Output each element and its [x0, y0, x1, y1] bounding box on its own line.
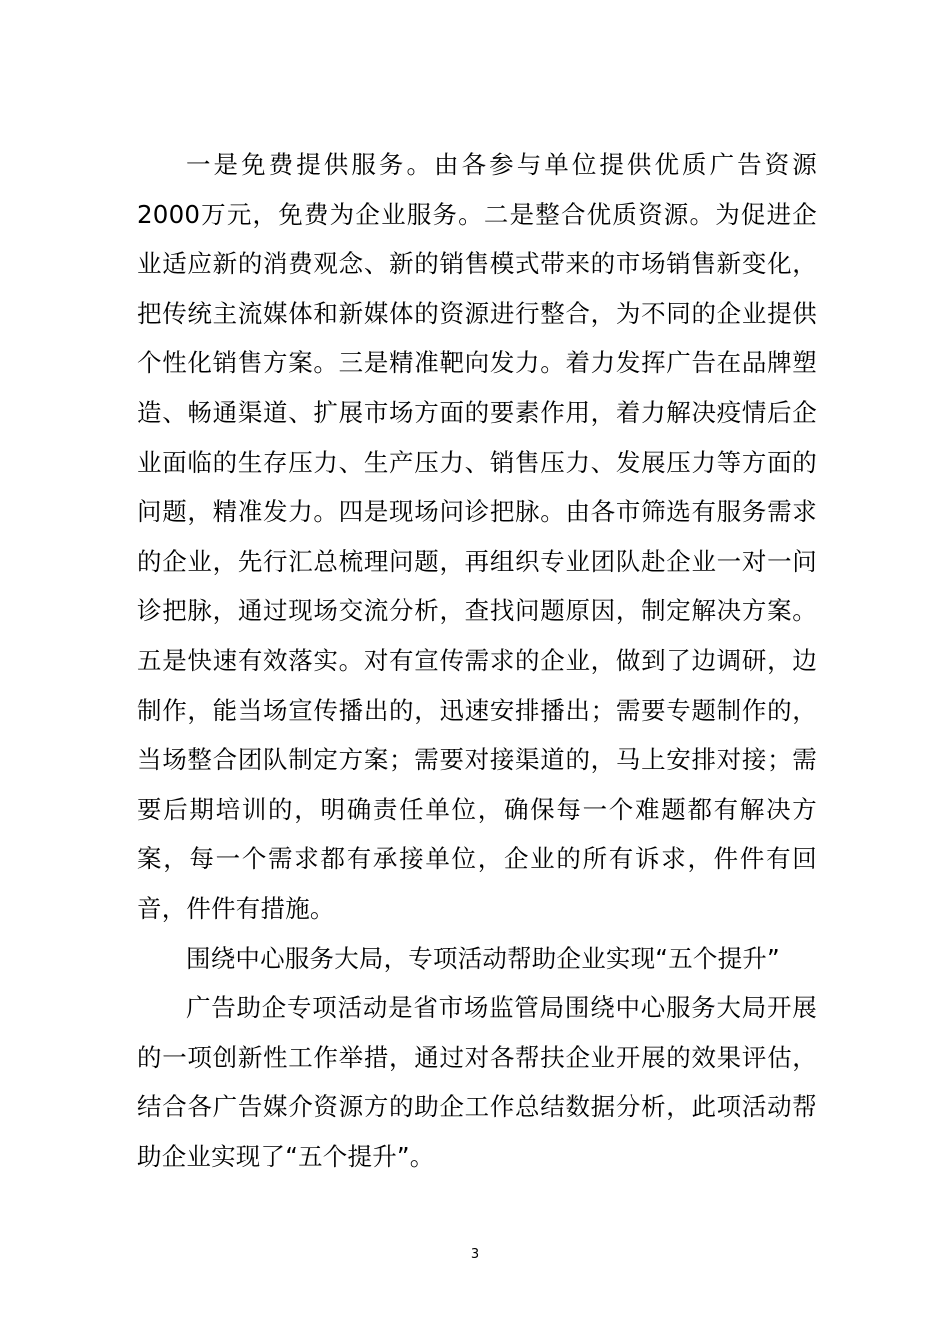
body-text — [137, 140, 817, 1181]
paragraph-summary: 广告助企专项活动是省市场监管局围绕中心服务大局开展的一项创新性工作举措，通过对各帮扶企业开展的效果评估，结合各广告媒介资源方的助企工作总结数据分析，此项活动帮助企业实现了“五个提升”。 — [137, 993, 817, 1171]
paragraph-measures: 一是免费提供服务。由各参与单位提供优质广告资源2000万元，免费为企业服务。二是整合优质资源。为促进企业适应新的消费观念、新的销售模式带来的市场销售新变化，把传统主流媒体和新媒体的资源进行整合，为不同的企业提供个性化销售方案。三是精准靶向发力。着力发挥广告在品牌塑造、畅通渠道、扩展市场方面的要素作用，着力解决疫情后企业面临的生存压力、生产压力、销售压力、发展压力等方面的问题，精准发力。四是现场问诊把脉。由各市筛选有服务需求的企业，先行汇总梳理问题，再组织专业团队赴企业一对一问诊把脉，通过现场交流分析，查找问题原因，制定解决方案。五是快速有效落实。对有宣传需求的企业，做到了边调研，边制作，能当场宣传播出的，迅速安排播出；需要专题制作的，当场整合团队制定方案；需要对接渠道的，马上安排对接；需要后期培训的，明确责任单位，确保每一个难题都有解决方案，每一个需求都有承接单位，企业的所有诉求，件件有回音，件件有措施。 — [137, 150, 817, 923]
page-number: 3 — [470, 1247, 480, 1262]
section-heading: 围绕中心服务大局，专项活动帮助企业实现“五个提升” — [186, 943, 780, 973]
